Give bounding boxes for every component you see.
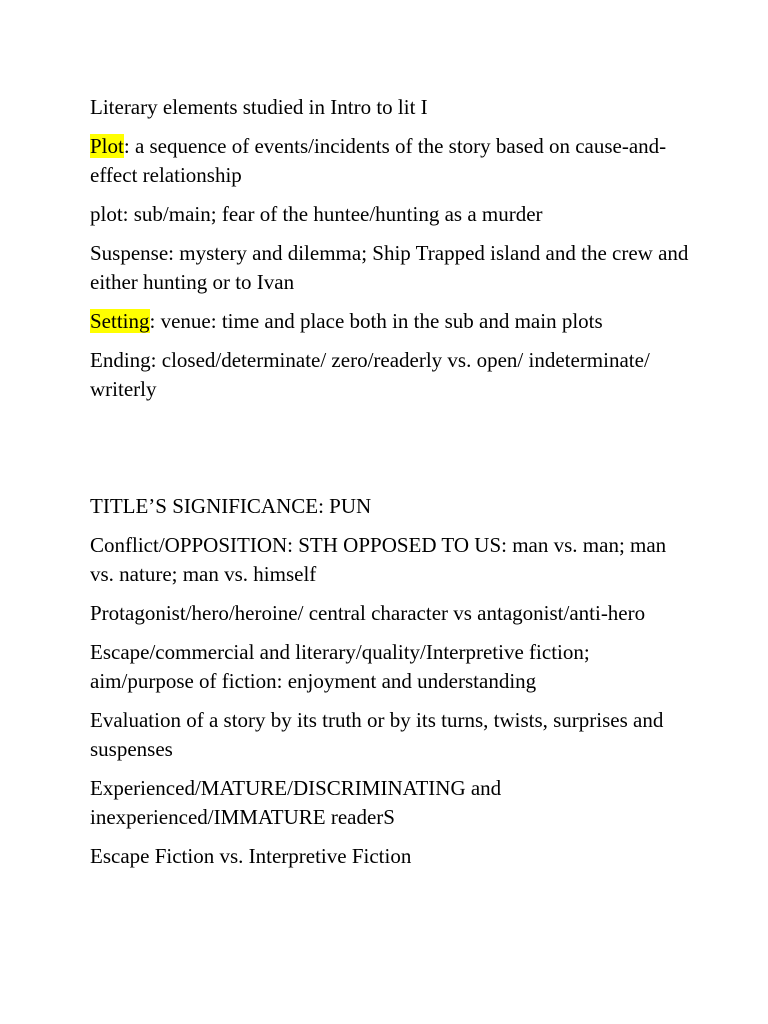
paragraph-evaluation: Evaluation of a story by its truth or by its turns, twists, surprises and suspenses (90, 708, 664, 761)
paragraph-subplot: plot: sub/main; fear of the huntee/hunting as a murder (90, 202, 543, 226)
paragraph-setting-text: : venue: time and place both in the sub and main plots (149, 309, 603, 333)
document-body (90, 93, 690, 881)
document-title: Literary elements studied in Intro to lit I (90, 95, 428, 119)
paragraph-plot-text: : a sequence of events/incidents of the story based on cause-and-effect relationship (90, 134, 667, 187)
highlighted-term-plot: Plot (90, 134, 124, 158)
paragraph-suspense: Suspense: mystery and dilemma; Ship Trapped island and the crew and either hunting or to Ivan (90, 241, 689, 294)
paragraph-readers: Experienced/MATURE/DISCRIMINATING and inexperienced/IMMATURE readerS (90, 776, 502, 829)
paragraph-escape-vs-interpretive: Escape Fiction vs. Interpretive Fiction (90, 844, 412, 868)
paragraph-title-significance: TITLE’S SIGNIFICANCE: PUN (90, 494, 372, 518)
paragraph-setting (90, 307, 690, 336)
paragraph-ending: Ending: closed/determinate/ zero/readerly vs. open/ indeterminate/ writerly (90, 348, 650, 401)
highlighted-term-setting: Setting (90, 309, 150, 333)
paragraph-escape-fiction: Escape/commercial and literary/quality/Interpretive fiction; aim/purpose of fiction: enjoyment and understanding (90, 640, 590, 693)
paragraph-protagonist: Protagonist/hero/heroine/ central character vs antagonist/anti-hero (90, 601, 646, 625)
section-spacer (90, 414, 690, 492)
paragraph-conflict: Conflict/OPPOSITION: STH OPPOSED TO US: man vs. man; man vs. nature; man vs. himself (90, 533, 667, 586)
paragraph-plot (90, 132, 690, 190)
